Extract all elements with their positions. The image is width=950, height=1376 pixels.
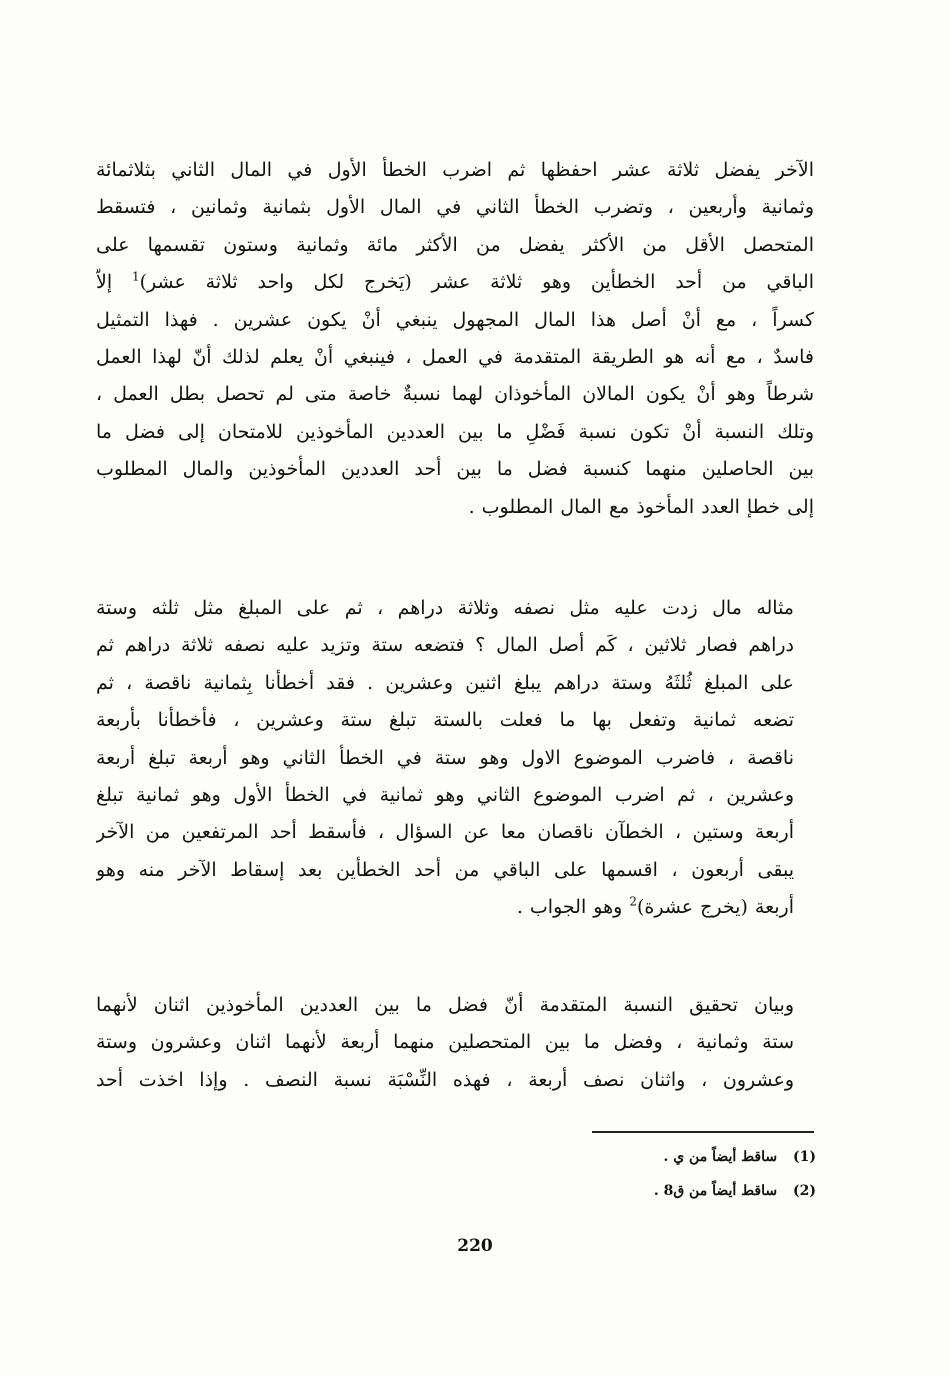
footnote-2	[500, 1174, 816, 1208]
paragraph-2	[96, 590, 814, 927]
line-tail: إلاّ	[96, 271, 113, 294]
paragraph-3	[96, 987, 814, 1099]
line-text: الباقي من أحد الخطأين وهو ثلاثة عشر (يَخرج لكل واحد ثلاثة عشر)	[139, 271, 814, 294]
paragraph-line-with-footnote	[96, 889, 814, 926]
paragraph-line: تضعه ثمانية وتفعل بها ما فعلت بالستة تبلغ ستة وعشرين ، فأخطأنا بأربعة	[96, 709, 794, 732]
footnote-text: ساقط أيضاً من ي .	[663, 1149, 778, 1165]
paragraph-line: على المبلغ ثُلثَهُ وستة دراهم يبلغ اثنين وعشرين . فقد أخطأنا بِثمانية ناقصة ، ثم	[96, 671, 794, 694]
paragraph-line: المتحصل الأقل من الأكثر يفضل من الأكثر مائة وثمانية وستون تقسمها على	[96, 233, 814, 256]
footnote-divider	[592, 1131, 814, 1133]
paragraph-line: ستة وثمانية ، وفضل ما بين المتحصلين منهما أربعة لأنهما اثنان وعشرون وستة	[96, 1031, 794, 1054]
footnotes	[500, 1140, 816, 1208]
paragraph-line-with-footnote	[96, 264, 814, 301]
paragraph-line: مثاله مال زدت عليه مثل نصفه وثلاثة دراهم ، ثم على المبلغ مثل ثلثه وستة	[96, 597, 794, 619]
paragraph-line: دراهم فصار ثلاثين ، كَم أصل المال ؟ فتضعه ستة وتزيد عليه نصفه ثلاثة دراهم ثم	[96, 634, 794, 657]
paragraph-line: الآخر يفضل ثلاثة عشر احفظها ثم اضرب الخطأ الأول في المال الثاني بثلاثمائة	[96, 159, 814, 181]
footnote-marker-1: 1	[131, 269, 140, 284]
paragraph-line: وعشرين ، ثم اضرب الموضوع الثاني وهو ثمانية في الخطأ الأول وهو ثمانية تبلغ	[96, 784, 794, 807]
paragraph-line: وتلك النسبة أنْ تكون نسبة فَضْلِ ما بين العددين المأخوذين للامتحان إلى فضل ما	[96, 420, 814, 443]
paragraph-line: شرطاً وهو أنْ يكون المالان المأخوذان لهما نسبةٌ خاصة متى لم تحصل بطل العمل ،	[96, 383, 814, 406]
paragraph-line: وعشرون ، واثنان نصف أربعة ، فهذه النِّسْبَة نسبة النصف . وإذا اخذت أحد	[96, 1068, 794, 1091]
paragraph-line: ناقصة ، فاضرب الموضوع الاول وهو ستة في الخطأ الثاني وهو أربعة تبلغ أربعة	[96, 746, 794, 769]
paragraph-line: وبيان تحقيق النسبة المتقدمة أنّ فضل ما بين العددين المأخوذين اثنان لأنهما	[96, 994, 794, 1016]
page-number: 220	[457, 1236, 493, 1256]
line-tail: وهو الجواب .	[516, 896, 623, 919]
paragraph-line: وثمانية وأربعين ، وتضرب الخطأ الثاني في المال الأول بثمانية وثمانين ، فتسقط	[96, 196, 814, 219]
footnote-number: (1)	[793, 1149, 816, 1165]
paragraph-line: أربعة وستين ، الخطآن ناقصان معا عن السؤال ، فأسقط أحد المرتفعين من الآخر	[96, 821, 794, 844]
paragraph-line: كسراً ، مع أنْ أصل هذا المال المجهول ينبغي أنْ يكون عشرين . فهذا التمثيل	[96, 308, 814, 331]
paragraph-1	[96, 152, 814, 526]
paragraph-line: إلى خطإ العدد المأخوذ مع المال المطلوب .	[468, 495, 814, 518]
paragraph-line: بين الحاصلين منهما كنسبة فضل ما بين أحد العددين المأخوذين والمال المطلوب	[96, 458, 814, 481]
footnote-number: (2)	[793, 1183, 816, 1199]
paragraph-line: فاسدٌ ، مع أنه هو الطريقة المتقدمة في العمل ، فينبغي أنْ يعلم لذلك أنّ لهذا العمل	[96, 346, 814, 369]
footnote-marker-2: 2	[629, 894, 637, 909]
line-text: أربعة (يخرج عشرة)	[636, 896, 794, 919]
footnote-1	[500, 1140, 816, 1174]
footnote-text: ساقط أيضاً من ق8 .	[653, 1183, 778, 1199]
paragraph-line: يبقى أربعون ، اقسمها على الباقي من أحد الخطأين بعد إسقاط الآخر منه وهو	[96, 858, 794, 881]
